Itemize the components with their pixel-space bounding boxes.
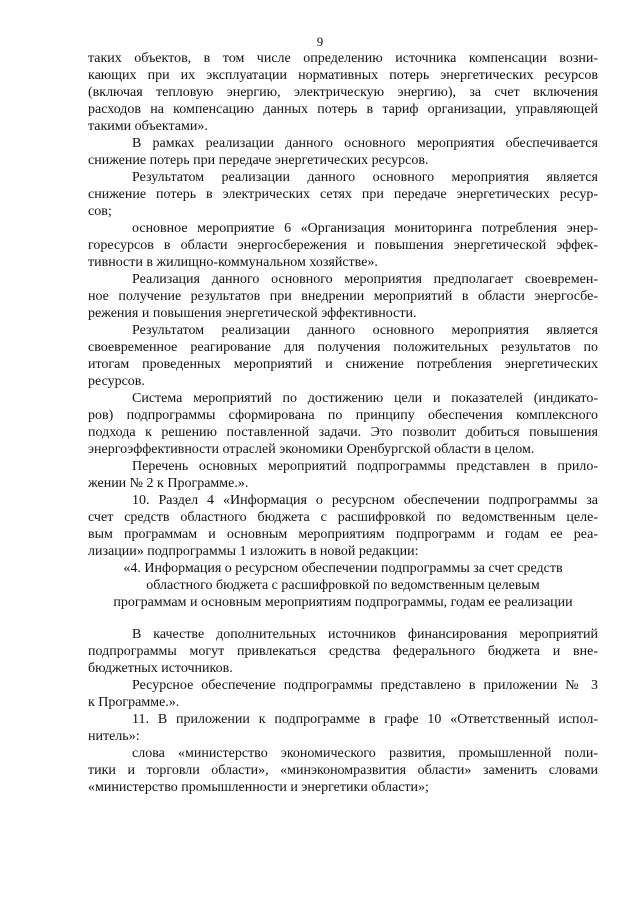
text-line: итогам проведенных мероприятий и снижение потребления энергетических <box>88 357 598 372</box>
text-line: (включая тепловую энергию, электрическую энергию), за счет включения <box>88 85 598 100</box>
text-line: В качестве дополнительных источников финансирования мероприятий <box>132 627 598 642</box>
text-line: снижение потерь в электрических сетях при передаче энергетических ресур- <box>88 187 598 202</box>
text-line: В рамках реализации данного основного мероприятия обеспечивается <box>132 136 598 151</box>
text-line: тивности в жилищно-коммунальном хозяйстве». <box>88 255 378 270</box>
text-line: бюджетных источников. <box>88 661 233 676</box>
text-line: Ресурсное обеспечение подпрограммы представлено в приложении № 3 <box>132 678 598 693</box>
text-line: Результатом реализации данного основного мероприятия является <box>132 170 598 185</box>
text-line: счет средств областного бюджета с расшифровкой по ведомственным целе- <box>88 510 598 525</box>
text-line: «министерство промышленности и энергетики области»; <box>88 780 429 795</box>
text-line: нитель»: <box>88 729 140 744</box>
text-line: Перечень основных мероприятий подпрограммы представлен в прило- <box>132 459 598 474</box>
blank-gap <box>88 611 598 626</box>
text-line: снижение потерь при передаче энергетических ресурсов. <box>88 153 429 168</box>
text-line: кающих при их эксплуатации нормативных потерь энергетических ресурсов <box>88 68 598 83</box>
text-line: такими объектами». <box>88 119 208 134</box>
text-line: горесурсов в области энергосбережения и повышения энергетической эффек- <box>88 238 598 253</box>
text-line: ное получение результатов при внедрении мероприятий в области энергосбе- <box>88 289 598 304</box>
text-line: вым программам и основным мероприятиям подпрограмм и годам ее реа- <box>88 527 598 542</box>
text-line: 10. Раздел 4 «Информация о ресурсном обеспечении подпрограммы за <box>132 493 598 508</box>
text-line: подпрограммы могут привлекаться средства федерального бюджета и вне- <box>88 644 598 659</box>
section-heading-line: программам и основным мероприятиям подпрограммы, годам ее реализации <box>113 595 573 610</box>
section-heading-line: «4. Информация о ресурсном обеспечении подпрограммы за счет средств <box>123 561 563 576</box>
text-line: Результатом реализации данного основного мероприятия является <box>132 323 598 338</box>
text-line: своевременное реагирование для получения положительных результатов по <box>88 340 598 355</box>
text-line: жении № 2 к Программе.». <box>88 476 249 491</box>
text-line: лизации» подпрограммы 1 изложить в новой редакции: <box>88 544 419 559</box>
text-line: к Программе.». <box>88 695 180 710</box>
text-line: ресурсов. <box>88 374 145 389</box>
text-line: режения и повышения энергетической эффективности. <box>88 306 417 321</box>
text-line: расходов на компенсацию данных потерь в тариф организации, управляющей <box>88 102 598 117</box>
text-line: тики и торговли области», «минэкономразвития области» заменить словами <box>88 763 598 778</box>
text-line: подхода к решению поставленной задачи. Это позволит добиться повышения <box>88 425 598 440</box>
text-line: Реализация данного основного мероприятия предполагает своевремен- <box>132 272 598 287</box>
text-line: основное мероприятие 6 «Организация мониторинга потребления энер- <box>132 221 598 236</box>
text-line: энергоэффективности отраслей экономики Оренбургской области в целом. <box>88 442 535 457</box>
text-line: Система мероприятий по достижению цели и показателей (индикато- <box>132 391 598 406</box>
text-line: ров) подпрограммы сформирована по принципу обеспечения комплексного <box>88 408 598 423</box>
section-heading-line: областного бюджета с расшифровкой по ведомственным целевым <box>146 578 540 593</box>
text-line: 11. В приложении к подпрограмме в графе 10 «Ответственный испол- <box>132 712 598 727</box>
body-text <box>88 50 598 796</box>
text-line: таких объектов, в том числе определению источника компенсации возни- <box>88 51 598 66</box>
page-number: 9 <box>316 34 324 49</box>
text-line: сов; <box>88 204 112 219</box>
text-line: слова «министерство экономического развития, промышленной поли- <box>132 746 598 761</box>
